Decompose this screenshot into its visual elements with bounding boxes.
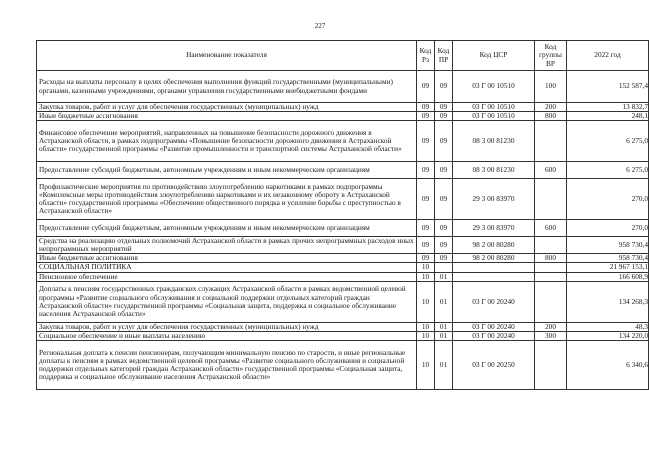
row-pr-cell: 09	[435, 254, 453, 263]
row-rz-cell: 09	[417, 179, 435, 220]
table-row	[37, 237, 649, 254]
row-rz-cell: 10	[417, 281, 435, 322]
header-vr: Код группы ВР	[535, 41, 567, 71]
row-pr-cell: 09	[435, 71, 453, 103]
row-rz-cell: 10	[417, 263, 435, 272]
table-row	[37, 179, 649, 220]
row-name-cell: Расходы на выплаты персоналу в целях обеспечения выполнения функций государственными (муниципальными) органами, казенными учреждениями, органами управления государственными внебюджетными фондами	[37, 71, 417, 103]
row-vr-cell	[535, 237, 567, 254]
table-row	[37, 112, 649, 121]
table-row	[37, 263, 649, 272]
row-name-cell: Предоставление субсидий бюджетным, автономным учреждениям и иным некоммерческим организациям	[37, 220, 417, 237]
row-csr-cell: 03 Г 00 10510	[453, 71, 535, 103]
table-row	[37, 272, 649, 281]
row-rz-cell: 10	[417, 322, 435, 331]
row-rz-cell: 09	[417, 162, 435, 179]
row-sum-cell: 21 967 153,1	[567, 263, 649, 272]
table-row	[37, 121, 649, 162]
row-name-cell: Профилактические мероприятия по противодействию злоупотреблению наркотиками в рамках подпрограммы «Комплексные меры противодействия злоупотреблению наркотиками и их незаконному обороту в Астраханской области» государственной программы «Обеспечение общественного порядка и усиление борьбы с преступностью в Астраханской области»	[37, 179, 417, 220]
row-pr-cell: 09	[435, 162, 453, 179]
row-name-cell: Пенсионное обеспечение	[37, 272, 417, 281]
row-sum-cell: 958 730,4	[567, 237, 649, 254]
row-rz-cell: 09	[417, 121, 435, 162]
row-csr-cell: 08 3 00 81230	[453, 121, 535, 162]
row-name-cell: Закупка товаров, работ и услуг для обеспечения государственных (муниципальных) нужд	[37, 322, 417, 331]
table-row	[37, 331, 649, 340]
table-row	[37, 220, 649, 237]
table-header-row	[37, 41, 649, 71]
row-rz-cell: 09	[417, 103, 435, 112]
row-pr-cell: 01	[435, 331, 453, 340]
row-vr-cell	[535, 179, 567, 220]
row-sum-cell: 134 220,0	[567, 331, 649, 340]
row-pr-cell: 01	[435, 322, 453, 331]
row-name-cell: Предоставление субсидий бюджетным, автономным учреждениям и иным некоммерческим организациям	[37, 162, 417, 179]
row-vr-cell: 800	[535, 254, 567, 263]
row-vr-cell	[535, 121, 567, 162]
page-number: 227	[314, 22, 326, 30]
row-name-cell: СОЦИАЛЬНАЯ ПОЛИТИКА	[37, 263, 417, 272]
row-vr-cell	[535, 263, 567, 272]
row-sum-cell: 270,0	[567, 179, 649, 220]
row-vr-cell: 600	[535, 162, 567, 179]
budget-table	[36, 40, 649, 390]
row-sum-cell: 6 275,0	[567, 162, 649, 179]
row-name-cell: Социальное обеспечение и иные выплаты населению	[37, 331, 417, 340]
row-pr-cell: 09	[435, 220, 453, 237]
row-sum-cell: 13 832,7	[567, 103, 649, 112]
row-vr-cell: 100	[535, 71, 567, 103]
row-vr-cell	[535, 340, 567, 389]
row-rz-cell: 10	[417, 272, 435, 281]
row-rz-cell: 09	[417, 254, 435, 263]
row-name-cell: Финансовое обеспечение мероприятий, направленных на повышение безопасности дорожного движения в Астраханской области, в рамках подпрограммы «Повышение безопасности дорожного движения в Астраханской области» государственной программы «Развитие промышленности и транспортной системы Астраханской области»	[37, 121, 417, 162]
row-csr-cell: 08 3 00 81230	[453, 162, 535, 179]
row-rz-cell: 09	[417, 237, 435, 254]
row-vr-cell	[535, 281, 567, 322]
table-row	[37, 162, 649, 179]
row-name-cell: Средства на реализацию отдельных полномочий Астраханской области в рамках прочих непрограммных расходов иных непрограммных мероприятий	[37, 237, 417, 254]
row-csr-cell: 98 2 00 80280	[453, 254, 535, 263]
row-name-cell: Иные бюджетные ассигнования	[37, 112, 417, 121]
row-vr-cell: 600	[535, 220, 567, 237]
header-pr: Код ПР	[435, 41, 453, 71]
row-csr-cell: 29 3 00 83970	[453, 179, 535, 220]
row-vr-cell	[535, 272, 567, 281]
header-rz: Код Рз	[417, 41, 435, 71]
row-sum-cell: 270,0	[567, 220, 649, 237]
row-rz-cell: 10	[417, 331, 435, 340]
row-sum-cell: 248,1	[567, 112, 649, 121]
row-csr-cell: 03 Г 00 20240	[453, 281, 535, 322]
table-row	[37, 340, 649, 389]
row-sum-cell: 958 730,4	[567, 254, 649, 263]
row-rz-cell: 09	[417, 71, 435, 103]
row-pr-cell: 01	[435, 281, 453, 322]
row-pr-cell: 09	[435, 103, 453, 112]
row-sum-cell: 134 268,3	[567, 281, 649, 322]
row-csr-cell: 98 2 00 80280	[453, 237, 535, 254]
row-pr-cell	[435, 263, 453, 272]
row-pr-cell: 01	[435, 340, 453, 389]
row-csr-cell	[453, 263, 535, 272]
row-rz-cell: 09	[417, 220, 435, 237]
row-vr-cell: 300	[535, 331, 567, 340]
row-csr-cell: 29 3 00 83970	[453, 220, 535, 237]
row-csr-cell: 03 Г 00 20240	[453, 322, 535, 331]
row-pr-cell: 09	[435, 237, 453, 254]
row-name-cell: Региональная доплата к пенсии пенсионерам, получающим минимальную пенсию по старости, и иные региональные доплаты к пенсиям в рамках ведомственной целевой программы «Развитие социального обслуживания и социальной поддержки отдельных категорий граждан Астраханской области» государственной программы «Социальная защита, поддержка и социальное обслуживание населения Астраханской области»	[37, 340, 417, 389]
row-sum-cell: 152 587,4	[567, 71, 649, 103]
row-sum-cell: 6 340,6	[567, 340, 649, 389]
table-row	[37, 281, 649, 322]
row-sum-cell: 166 608,9	[567, 272, 649, 281]
row-vr-cell: 800	[535, 112, 567, 121]
row-vr-cell: 200	[535, 103, 567, 112]
row-csr-cell	[453, 272, 535, 281]
row-pr-cell: 01	[435, 272, 453, 281]
table-row	[37, 71, 649, 103]
row-name-cell: Иные бюджетные ассигнования	[37, 254, 417, 263]
row-pr-cell: 09	[435, 112, 453, 121]
row-csr-cell: 03 Г 00 10510	[453, 112, 535, 121]
row-rz-cell: 09	[417, 112, 435, 121]
row-name-cell: Доплаты к пенсиям государственных гражданских служащих Астраханской области в рамках ведомственной целевой программы «Развитие социального обслуживания и социальной поддержки отдельных категорий граждан Астраханской области» государственной программы «Социальная защита, поддержка и социальное обслуживание населения Астраханской области»	[37, 281, 417, 322]
row-csr-cell: 03 Г 00 10510	[453, 103, 535, 112]
row-csr-cell: 03 Г 00 20250	[453, 340, 535, 389]
table-row	[37, 322, 649, 331]
row-csr-cell: 03 Г 00 20240	[453, 331, 535, 340]
row-pr-cell: 09	[435, 179, 453, 220]
header-csr: Код ЦСР	[453, 41, 535, 71]
row-name-cell: Закупка товаров, работ и услуг для обеспечения государственных (муниципальных) нужд	[37, 103, 417, 112]
row-sum-cell: 6 275,0	[567, 121, 649, 162]
header-name: Наименование показателя	[37, 41, 417, 71]
row-vr-cell: 200	[535, 322, 567, 331]
row-sum-cell: 48,3	[567, 322, 649, 331]
row-rz-cell: 10	[417, 340, 435, 389]
header-year: 2022 год	[567, 41, 649, 71]
row-pr-cell: 09	[435, 121, 453, 162]
